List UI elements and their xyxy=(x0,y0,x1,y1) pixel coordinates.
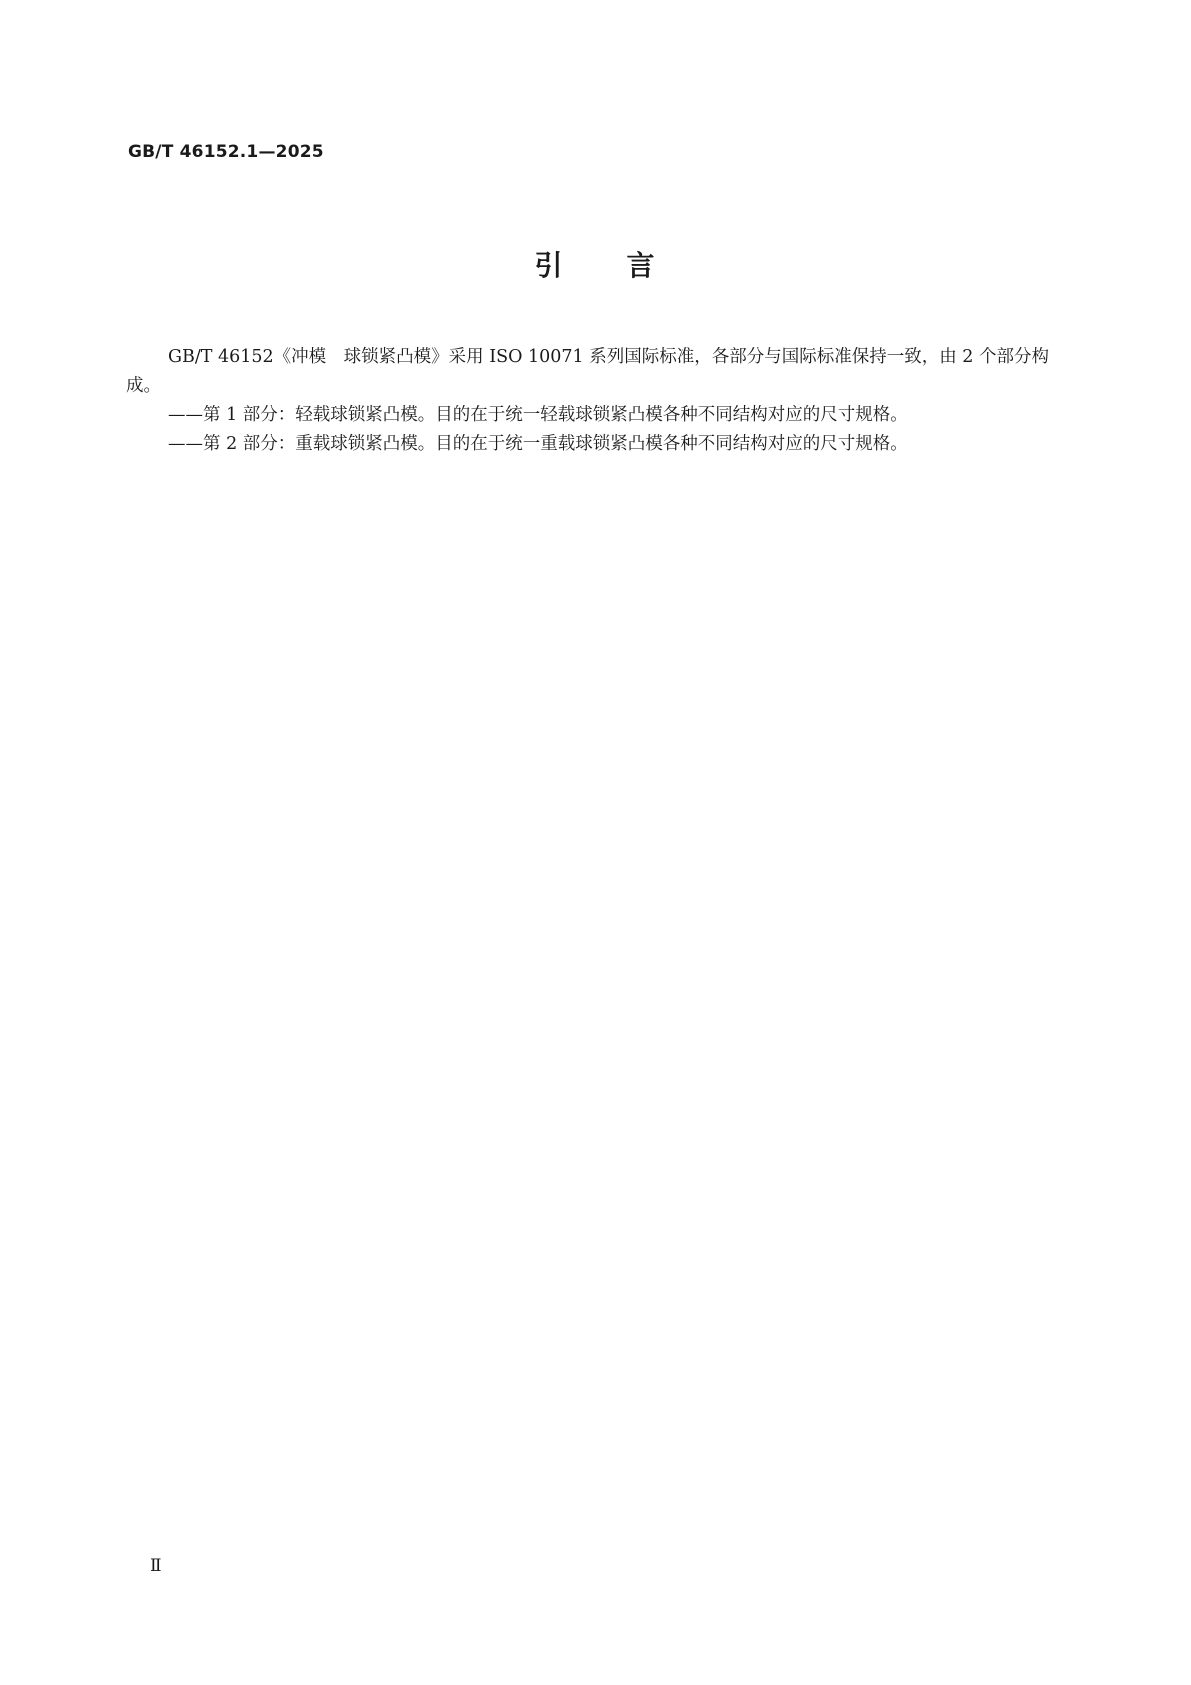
list-item-part-2: ——第 2 部分：重载球锁紧凸模。目的在于统一重载球锁紧凸模各种不同结构对应的尺寸规格。 xyxy=(168,434,908,454)
page-title xyxy=(0,244,1191,284)
title-char-1: 引 xyxy=(534,249,565,282)
intro-paragraph: GB/T 46152《冲模 球锁紧凸模》采用 ISO 10071 系列国际标准，各部分与国际标准保持一致，由 2 个部分构成。 xyxy=(126,347,1050,396)
list-item-part-1: ——第 1 部分：轻载球锁紧凸模。目的在于统一轻载球锁紧凸模各种不同结构对应的尺寸规格。 xyxy=(168,405,908,425)
page-number: Ⅱ xyxy=(150,1556,162,1576)
document-standard-number: GB/T 46152.1—2025 xyxy=(128,142,324,162)
title-char-2: 言 xyxy=(626,249,657,282)
body-text xyxy=(126,343,1070,459)
